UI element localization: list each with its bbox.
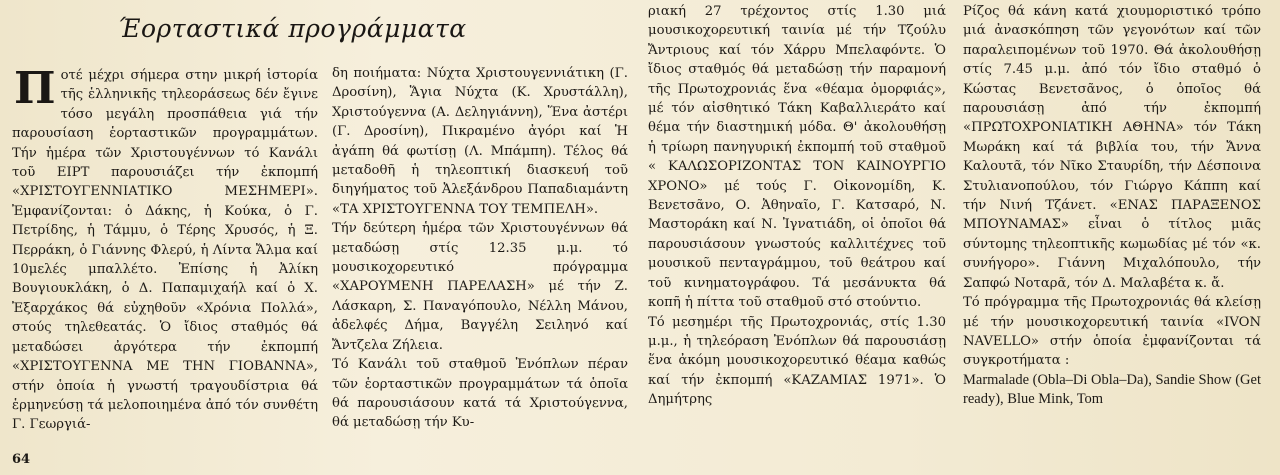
column-4-latin-text: Marmalade (Obla–Di Obla–Da), Sandie Show (Get ready), Blue Mink, Tom — [963, 371, 1261, 408]
column-3 — [648, 2, 946, 410]
column-3-paragraph-2: Τό μεσημέρι τῆς Πρωτοχρονιάς, στίς 1.30 μ.μ., ἡ τηλεόραση Ἐνόπλων θά παρουσιάσῃ ἕνα ἀκόμη μουσικοχορευτικό θέαμα καθώς καί τήν ἐκπομπή «ΚΑΖΑΜΙΑΣ 1971». Ὁ Δημήτρης — [648, 314, 946, 408]
column-4-paragraph-1: Ρίζος θά κάνη κατά χιουμοριστικό τρόπο μιά ἀνασκόπηση τῶν γεγονότων καί τῶν παραλειπομένων τοῦ 1970. Θά ἀκολουθήσῃ στίς 7.45 μ.μ. ἀπό τόν ἴδιο σταθμό ὁ Κώστας Βενετσᾶνος, ὁ ὁποῖος θά παρουσιάσῃ ἀπό τήν ἐκπομπή «ΠΡΩΤΟΧΡΟΝΙΑΤΙΚΗ ΑΘΗΝΑ» τόν Τάκη Μωράκη καί τά βιβλία του, τήν Ἄννα Καλουτᾶ, τόν Νῖκο Σταυρίδη, τήν Δέσποινα Στυλιανοπούλου, τόν Γιώργο Κάππη καί τήν Νινή Τζάνετ. «ΕΝΑΣ ΠΑΡΑΞΕΝΟΣ ΜΠΟΥΝΑΜΑΣ» εἶναι ὁ τίτλος μιᾶς σύντομης τηλεοπτικῆς κωμωδίας μέ τόν «κ. συνήγορο». Γιάννη Μιχαλόπουλο, τήν Σαπφώ Νοταρᾶ, τόν Δ. Μαλαβέτα κ. ἄ. — [963, 4, 1261, 291]
article-title: Έορταστικά προγράμματα — [118, 14, 467, 43]
page-number: 64 — [12, 452, 31, 467]
column-4 — [963, 2, 1261, 410]
column-2-paragraph-2: Τήν δεύτερη ἡμέρα τῶν Χριστουγέννων θά μεταδώσῃ στίς 12.35 μ.μ. τό μουσικοχορευτικό πρόγραμμα «ΧΑΡΟΥΜΕΝΗ ΠΑΡΕΛΑΣΗ» μέ τήν Ζ. Λάσκαρη, Σ. Παναγόπουλο, Νέλλη Μάνου, ἀδελφές Δήμα, Βαγγέλη Σειληνό καί Ἄντζελα Ζήλεια. — [332, 221, 628, 353]
column-2-paragraph-1: δη ποιήματα: Νύχτα Χριστουγεννιάτικη (Γ. Δροσίνη), Ἅγια Νύχτα (Κ. Χρυστάλλη), Χριστούγεννα (Α. Δεληγιάννη), Ἕνα ἀστέρι (Γ. Δροσίνη), Πικραμένο ἀγόρι καί Ἡ ἀγάπη θά φωτίσῃ (Λ. Μπάμπη). Τέλος θά μεταδοθῆ ἡ τηλεοπτική διασκευή τοῦ διηγήματος τοῦ Ἀλεξάνδρου Παπαδιαμάντη «ΤΑ ΧΡΙΣΤΟΥΓΕΝΝΑ ΤΟΥ ΤΕΜΠΕΛΗ». — [332, 66, 628, 217]
column-1-text: οτέ μέχρι σήμερα στην μικρή ἱστορία τῆς ἑλληνικῆς τηλεοράσεως δέν ἔγινε τόσο μεγάλη προσπάθεια γιά τήν παρουσίαση ἑορταστικῶν προγραμμάτων. Τήν ἡμέρα τῶν Χριστουγέννων τό Κανάλι τοῦ ΕΙΡΤ παρουσιάζει τήν ἐκπομπή «ΧΡΙΣΤΟΥΓΕΝΝΙΑΤΙΚΟ ΜΕΣΗΜΕΡΙ». Ἐμφανίζονται: ὁ Δάκης, ἡ Κούκα, ὁ Γ. Πετρίδης, ἡ Τάμμυ, ὁ Τέρης Χρυσός, ἡ Ξ. Περράκη, ὁ Γιάννης Φλερύ, ἡ Λίντα Ἄλμα καί 10μελές μπαλλέτο. Ἐπίσης ἡ Ἀλίκη Βουγιουκλάκη, ὁ Δ. Παπαμιχαήλ καί ὁ Χ. Ἐξαρχάκος θά εὐχηθοῦν «Χρόνια Πολλά», στούς τηλεθεατάς. Ὁ ἴδιος σταθμός θά μεταδώσει ἀργότερα τήν ἐκπομπή «ΧΡΙΣΤΟΥΓΕΝΝΑ ΜΕ ΤΗΝ ΓΙΟΒΑΝΝΑ», στήν ὁποία ἡ γνωστή τραγουδίστρια θά ἑρμηνεύσῃ τά μελοποιημένα ἀπό τόν συνθέτη Γ. Γεωργιά- — [12, 68, 318, 433]
drop-cap: Π — [14, 63, 56, 114]
column-1 — [12, 63, 318, 435]
column-3-paragraph-1: ριακή 27 τρέχοντος στίς 1.30 μιά μουσικοχορευτική ταινία μέ τήν Τζούλυ Ἄντριους καί τόν Χάρρυ Μπελαφόντε. Ὁ ἴδιος σταθμός θά μεταδώσῃ τήν παραμονή τῆς Πρωτοχρονιάς ἕνα «θέαμα ὀμορφιάς», μέ τόν αἰσθητικό Τάκη Καβαλλιεράτο καί θέμα τήν διαστημική μόδα. Θ' ἀκολουθήσῃ ἡ τρίωρη πανηγυρική ἐκπομπή τοῦ σταθμοῦ « ΚΑΛΩΣΟΡΙΖΟΝΤΑΣ ΤΟΝ ΚΑΙΝΟΥΡΓΙΟ ΧΡΟΝΟ» μέ τούς Γ. Οἰκονομίδη, Κ. Βενετσᾶνο, Ο. Ἀθηναῖο, Γ. Κατσαρό, Ν. Μαστοράκη καί Ν. Ἰγνατιάδη, οἱ ὁποῖοι θά παρουσιάσουν γνωστούς καλλιτέχνες τοῦ μουσικοῦ πενταγράμμου, τοῦ θεάτρου καί τοῦ κινηματογράφου. Τά μεσάνυκτα θά κοπῆ ἡ πίττα τοῦ σταθμοῦ στό στούντιο. — [648, 4, 946, 311]
column-2 — [332, 64, 628, 433]
column-4-paragraph-2: Τό πρόγραμμα τῆς Πρωτοχρονιάς θά κλείσῃ μέ τήν μουσικοχορευτική ταινία «IVON NAVELLO» στήν ὁποία ἐμφανίζονται τά συγκροτήματα : — [963, 295, 1261, 369]
column-2-paragraph-3: Τό Κανάλι τοῦ σταθμοῦ Ἐνόπλων πέραν τῶν ἑορταστικῶν προγραμμάτων τά ὁποῖα θά παρουσιάσουν κατά τά Χριστούγεννα, θά μεταδώσῃ τήν Κυ- — [332, 357, 628, 431]
